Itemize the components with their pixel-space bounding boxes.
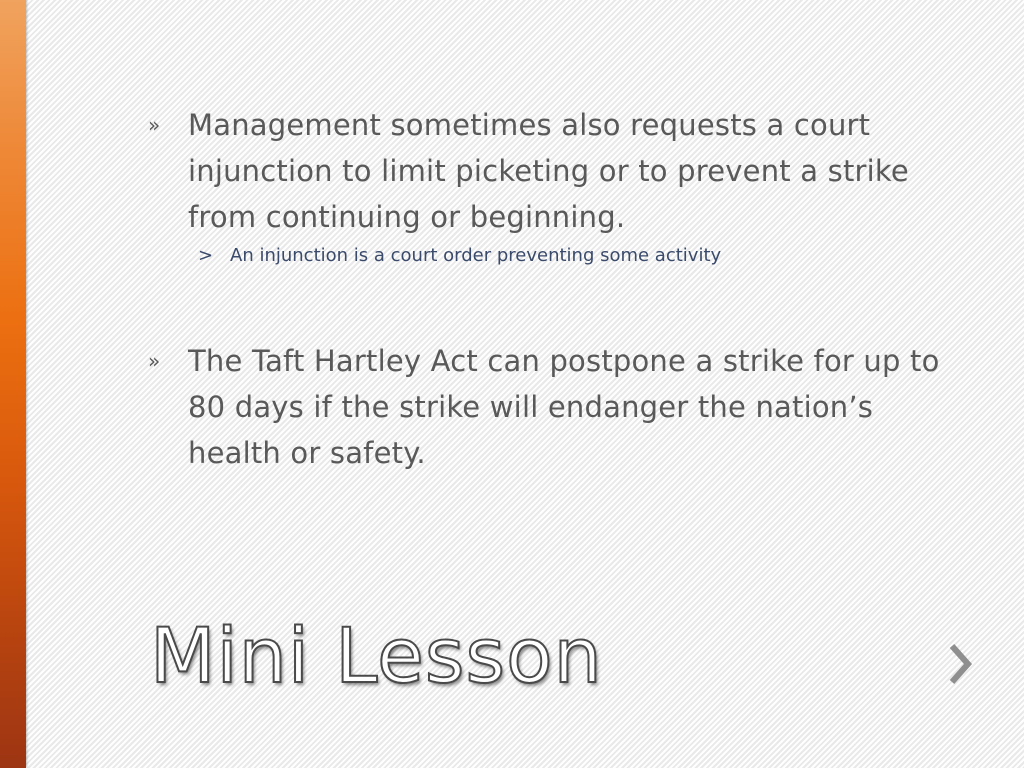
bullet-marker: » [148,113,161,137]
next-slide-button[interactable] [940,636,980,692]
chevron-right-icon [940,636,980,692]
sub-bullet-text: An injunction is a court order preventing some activity [230,245,722,266]
bullet-item [146,338,956,476]
slide-body [146,102,956,476]
bullet-marker: » [148,349,161,373]
bullet-text: Management sometimes also requests a court injunction to limit picketing or to prevent a strike from continuing or beginning. [188,108,909,234]
accent-bar [0,0,26,768]
bullet-item [146,102,956,240]
sub-bullet-marker: > [198,245,214,266]
slide-title: Mini Lesson [150,611,603,700]
sub-bullet-item [198,242,956,270]
bullet-text: The Taft Hartley Act can postpone a strike for up to 80 days if the strike will endanger the nation’s health or safety. [188,344,940,470]
spacer [146,270,956,338]
